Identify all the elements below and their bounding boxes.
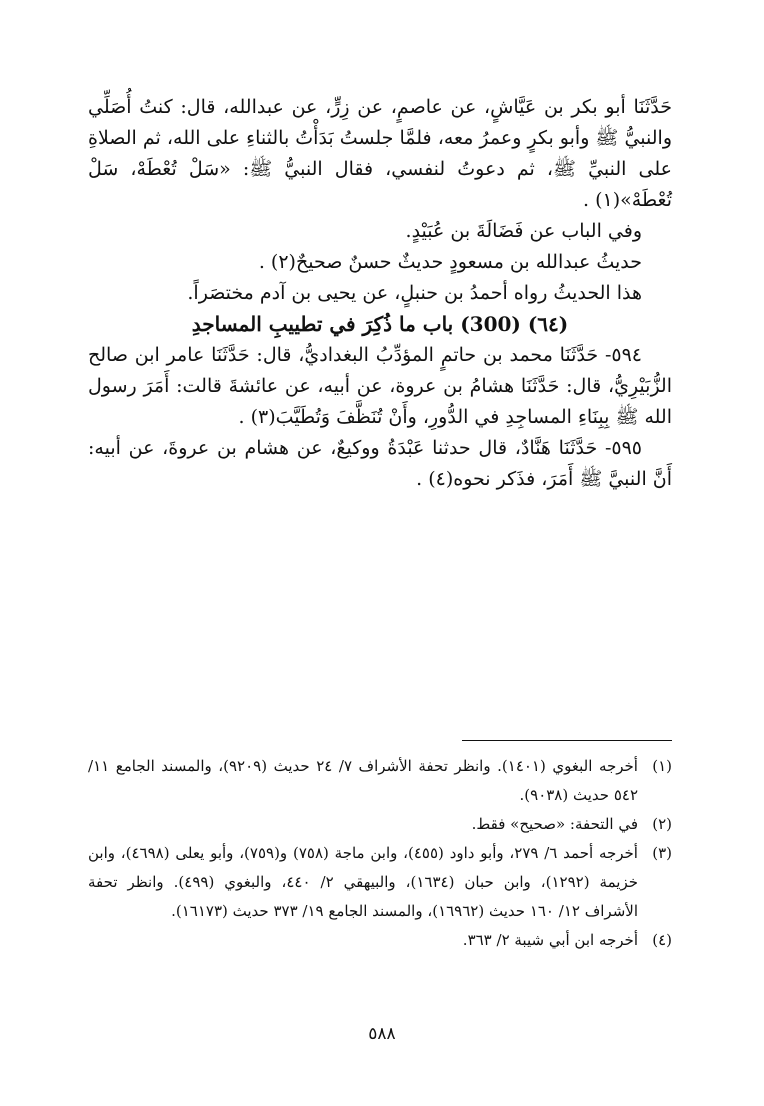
footnote-item: [88, 752, 672, 810]
footnote-item: [88, 926, 672, 955]
footnote-text: أخرجه أحمد ٦/ ٢٧٩، وأبو داود (٤٥٥)، وابن ماجة (٧٥٨) و(٧٥٩)، وأبو يعلى (٤٦٩٨)، وابن خزيمة (١٢٩٢)، وابن حبان (١٦٣٤)، والبيهقي ٢/ ٤٤٠، والبغوي (٤٩٩). وانظر تحفة الأشراف ١٢/ ١٦٠ حديث (١٦٩٦٢)، والمسند الجامع ١٩/ ٣٧٣ حديث (١٦١٧٣).: [88, 844, 638, 920]
footnote-text: أخرجه البغوي (١٤٠١). وانظر تحفة الأشراف ٧/ ٢٤ حديث (٩٢٠٩)، والمسند الجامع ١١/ ٥٤٢ حديث (٩٠٣٨).: [88, 757, 638, 804]
footnote-separator: [462, 740, 672, 741]
footnote-text: أخرجه ابن أبي شيبة ٢/ ٣٦٣.: [462, 931, 638, 949]
hadith-grading: حديثُ عبدالله بن مسعودٍ حديثٌ حسنٌ صحيحٌ(٢) .: [258, 251, 642, 273]
footnote-number: (٤): [652, 931, 672, 949]
footnote-number: (٣): [652, 844, 672, 862]
footnotes: [88, 752, 672, 955]
narration-remark: هذا الحديثُ رواه أحمدُ بن حنبلٍ، عن يحيى بن آدم مختصَراً.: [187, 282, 642, 304]
main-text: [88, 92, 672, 495]
footnote-number: (١): [652, 757, 672, 775]
hadith-text-block: حَدَّثَنَا أبو بكر بن عَيَّاشٍ، عن عاصمٍ، عن زِرٍّ، عن عبدالله، قال: كنتُ أُصَلِّي والنبيُّ ﷺ وأبو بكرٍ وعمرُ معه، فلمَّا جلستُ بَدَأْتُ بالثناءِ على الله، ثم الصلاةِ على النبيِّ ﷺ، ثم دعوتُ لنفسي، فقال النبيُّ ﷺ: «سَلْ تُعْطَهْ، سَلْ تُعْطَهْ»(١) .: [88, 96, 672, 211]
footnote-item: [88, 810, 672, 839]
footnote-number: (٢): [652, 815, 672, 833]
related-narrations-note: وفي الباب عن فَضَالَةَ بن عُبَيْدٍ.: [405, 220, 642, 242]
chapter-heading: (٦٤) (300) باب ما ذُكِرَ في تطييبِ المساجدِ: [191, 312, 569, 336]
hadith-594: ٥٩٤- حَدَّثَنَا محمد بن حاتمٍ المؤدِّبُ البغداديُّ، قال: حَدَّثَنَا عامر ابن صالح الزُّبَيْرِيُّ، قال: حَدَّثَنَا هشامُ بن عروة، عن أبيه، عن عائشةَ قالت: أَمَرَ رسول الله ﷺ بِبِنَاءِ المساجِدِ في الدُّورِ، وأَنْ تُنَظَّفَ وَتُطَيَّبَ(٣) .: [88, 344, 672, 428]
footnote-item: [88, 839, 672, 926]
footnote-text: في التحفة: «صحيح» فقط.: [471, 815, 638, 833]
page-number: ٥٨٨: [368, 1024, 396, 1044]
hadith-595: ٥٩٥- حَدَّثَنَا هَنَّادٌ، قال حدثنا عَبْدَةُ ووكيعٌ، عن هشام بن عروةَ، عن أبيه: أَنَّ النبيَّ ﷺ أَمَرَ، فذَكر نحوه(٤) .: [88, 437, 672, 490]
